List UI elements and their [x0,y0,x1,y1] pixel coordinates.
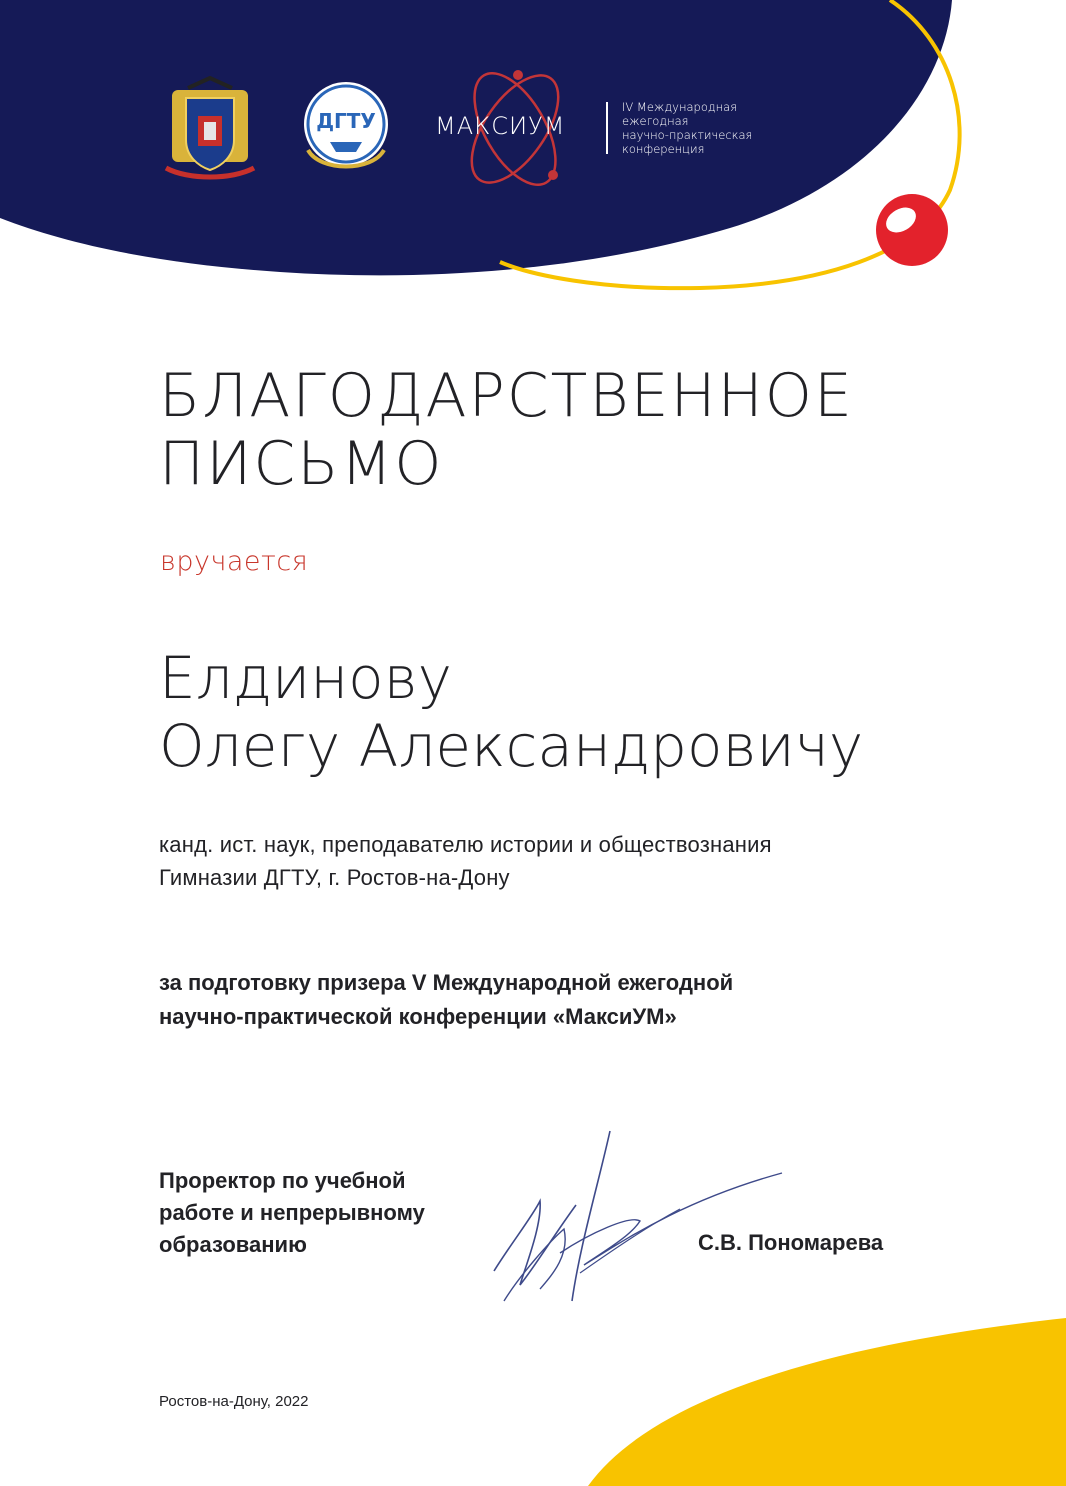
recipient-name-line: Елдинову [159,644,452,712]
conference-caption-line: конференция [622,142,705,156]
recipient-position-line: Гимназии ДГТУ, г. Ростов-на-Дону [159,865,510,890]
conference-caption-line: IV Международная [622,100,738,114]
footer-yellow-shape [588,1318,1066,1486]
award-reason-line: за подготовку призера V Международной ежегодной [159,970,734,995]
signer-role-line: Проректор по учебной [159,1168,406,1193]
recipient-name [159,644,863,780]
awarded-label: вручается [160,546,309,577]
university-emblem-icon [300,80,392,176]
award-reason [159,966,733,1034]
signer-name: С.В. Пономарева [698,1230,884,1255]
svg-text:ДГТУ: ДГТУ [316,109,376,133]
coat-of-arms-icon [158,76,262,180]
award-reason-line: научно-практической конференции «МаксиУМ» [159,1004,677,1029]
document-title [159,362,854,498]
conference-caption [622,100,752,156]
signer-role [159,1165,425,1261]
conference-caption-line: ежегодная [622,114,689,128]
signer-role-line: работе и непрерывному [159,1200,425,1225]
maxium-logo-text: МАКСИУМ [435,112,566,140]
red-ball [876,194,948,266]
recipient-name-line: Олегу Александровичу [159,712,864,780]
place-and-year: Ростов-на-Дону, 2022 [159,1393,309,1410]
signer-role-line: образованию [159,1232,307,1257]
document-title-line: ПИСЬМО [159,429,444,499]
recipient-position-line: канд. ист. наук, преподавателю истории и обществознания [159,832,772,857]
conference-caption-line: научно-практическая [622,128,753,142]
logo-divider [606,102,608,154]
document-title-line: БЛАГОДАРСТВЕННОЕ [159,361,854,431]
handwritten-signature [480,1125,790,1315]
recipient-position [159,828,772,894]
